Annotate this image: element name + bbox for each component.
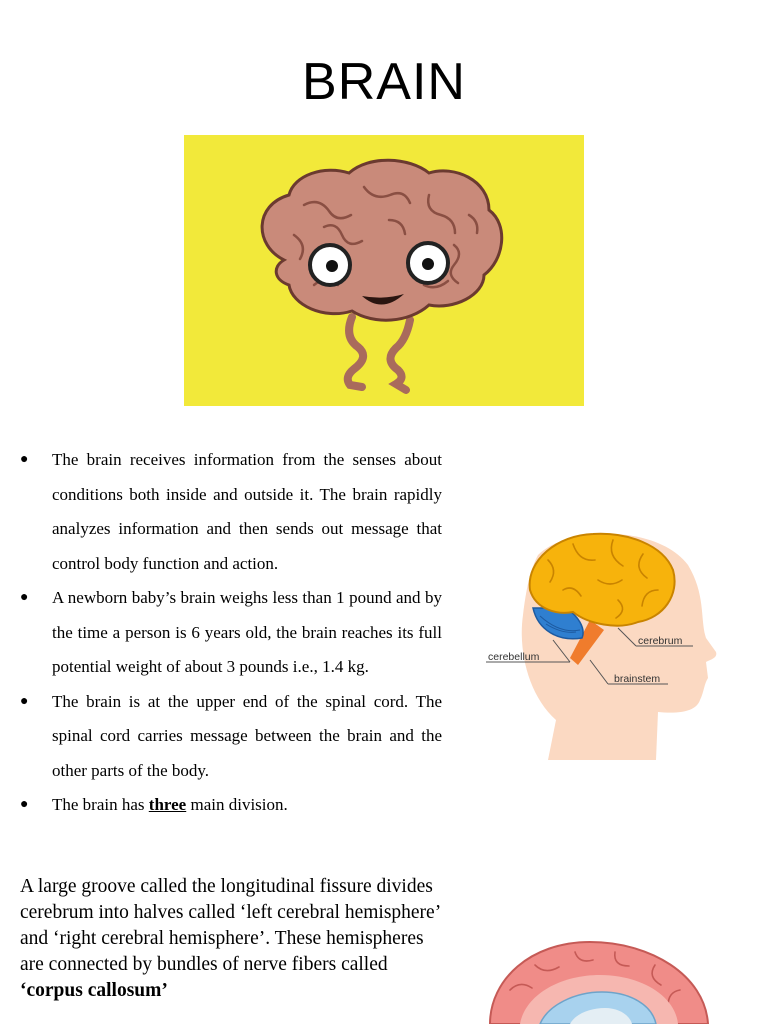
brain-anatomy-icon [478, 520, 718, 770]
bullet-icon: ● [20, 452, 29, 467]
bullet-icon: ● [20, 797, 29, 812]
label-cerebrum: cerebrum [638, 635, 683, 647]
bullet-icon: ● [20, 693, 29, 709]
cartoon-brain-icon [184, 135, 584, 406]
list-item: ● The brain receives information from the senses about conditions both inside and outside it. The brain rapidly analyzes information and then sends out message that control body function and action. [20, 443, 442, 581]
bullet-icon: ● [20, 590, 29, 605]
head-brain-diagram [478, 520, 718, 770]
list-item: ● A newborn baby’s brain weighs less than 1 pound and by the time a person is 6 years old, the brain reaches its full potential weight of about 3 pounds i.e., 1.4 kg. [20, 581, 442, 685]
emphasis-text: three [148, 795, 187, 814]
fact-list [20, 443, 442, 823]
label-cerebellum: cerebellum [488, 651, 540, 663]
brain-section-icon [480, 930, 720, 1024]
page-title: BRAIN [302, 53, 466, 111]
list-item: ● The brain has three main division. [20, 788, 442, 823]
list-item: ● The brain is at the upper end of the spinal cord. The spinal cord carries message between the brain and the other parts of the body. [20, 685, 442, 789]
bold-term: ‘corpus callosum’ [20, 980, 168, 1001]
body-paragraph: A large groove called the longitudinal fissure divides cerebrum into halves called ‘left cerebral hemisphere’ and ‘right cerebral hemisphere’. These hemispheres are connected by bundles of nerve fibers called ‘corpus callosum’ [20, 876, 440, 1001]
brain-cross-section-diagram [480, 930, 720, 1024]
cartoon-brain-illustration [184, 135, 584, 406]
label-brainstem: brainstem [614, 673, 661, 685]
